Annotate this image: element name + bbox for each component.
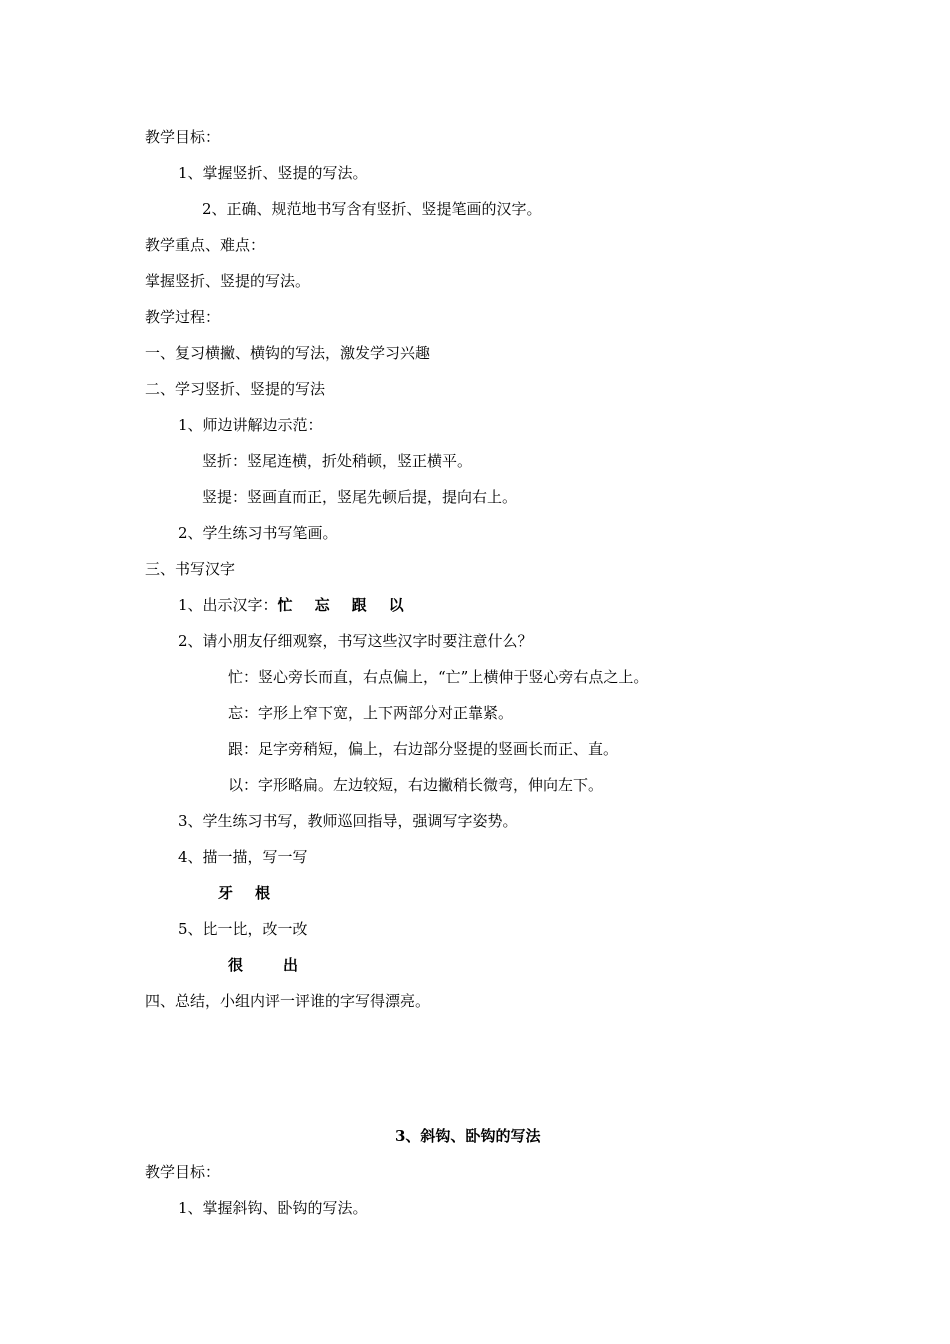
shown-char: 忙 [277,596,293,614]
goal-item-2: 2、正确、规范地书写含有竖折、竖提笔画的汉字。 [202,200,542,218]
section-title: 3、斜钩、卧钩的写法 [395,1127,541,1145]
shown-char: 忘 [314,596,330,614]
step-2-item-2: 2、学生练习书写笔画。 [178,524,338,542]
process-step-1: 一、复习横撇、横钩的写法，激发学习兴趣 [145,344,431,362]
compare-char: 很 [228,956,244,974]
step-3-item-3: 3、学生练习书写，教师巡回指导，强调写字姿势。 [178,812,518,830]
char-note-yi: 以：字形略扁。左边较短，右边撇稍长微弯，伸向左下。 [228,776,604,794]
shown-char: 以 [388,596,404,614]
heading-teaching-goals-2: 教学目标： [145,1163,221,1181]
char-note-mang: 忙：竖心旁长而直，右点偏上，“亡”上横伸于竖心旁右点之上。 [228,668,649,686]
trace-chars [218,883,270,903]
compare-chars [228,955,298,975]
step-3-item-1 [178,595,404,615]
heading-teaching-goals: 教学目标： [145,128,221,146]
process-step-3: 三、书写汉字 [145,560,236,578]
heading-teaching-process: 教学过程： [145,308,221,326]
goal-item-1-2: 1、掌握斜钩、卧钩的写法。 [178,1199,368,1217]
process-step-2: 二、学习竖折、竖提的写法 [145,380,326,398]
stroke-vertical-rise: 竖提：竖画直而正，竖尾先顿后提，提向右上。 [202,488,518,506]
trace-char: 根 [255,884,271,902]
process-step-4: 四、总结，小组内评一评谁的字写得漂亮。 [145,992,431,1010]
key-points-text: 掌握竖折、竖提的写法。 [145,272,311,290]
goal-item-1: 1、掌握竖折、竖提的写法。 [178,164,368,182]
shown-char: 跟 [351,596,367,614]
char-note-gen: 跟：足字旁稍短，偏上，右边部分竖提的竖画长而正、直。 [228,740,619,758]
trace-char: 牙 [218,884,234,902]
show-chars-label: 1、出示汉字： [178,596,278,614]
compare-char: 出 [283,956,299,974]
step-3-item-5: 5、比一比，改一改 [178,920,308,938]
heading-key-points: 教学重点、难点： [145,236,266,254]
step-2-item-1: 1、师边讲解边示范： [178,416,323,434]
stroke-vertical-turn: 竖折：竖尾连横，折处稍顿，竖正横平。 [202,452,473,470]
step-3-item-2: 2、请小朋友仔细观察，书写这些汉字时要注意什么？ [178,632,533,650]
char-note-wang: 忘：字形上窄下宽，上下两部分对正靠紧。 [228,704,514,722]
step-3-item-4: 4、描一描，写一写 [178,848,308,866]
